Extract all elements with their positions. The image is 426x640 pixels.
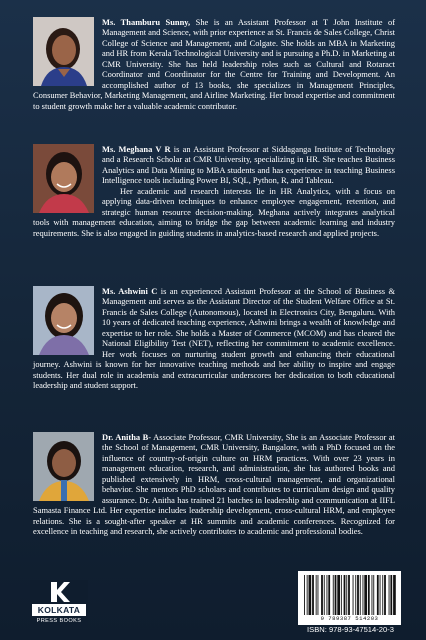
barcode-bar [327,575,328,615]
author-name: Ms. Thamburu Sunny, [102,17,191,27]
author-bio-thamburu-sunny [33,17,395,111]
barcode-bar [324,575,325,615]
author-bio-anitha [33,432,395,537]
barcode-bar [309,575,312,615]
barcode-bar [333,575,334,615]
barcode-bar [380,575,381,615]
barcode-bar [312,575,314,615]
publisher-logo [30,580,88,628]
barcode-bar [384,575,386,615]
barcode-bar [318,575,319,615]
barcode-bar [372,575,373,615]
author-bio-text-continued: Her academic and research interests lie in HR Analytics, with a focus on applying data-driven techniques to enhance employee engagement, retention, and strategic human resource decision-making. Meghana actively integrates analytical tools with management education, aiming to bridge the gap between academic learning and industry requirements. She is also engaged in guiding students in analytics-based research and applied projects. [33,185,395,238]
isbn-barcode [298,571,401,625]
barcode-bar [390,575,392,615]
barcode-bar [393,575,396,615]
barcode-bar [346,575,347,615]
barcode-bar [316,575,317,615]
barcode-bar [328,575,330,615]
author-name: Dr. Anitha B [102,432,149,442]
author-photo [33,286,94,355]
barcode-bar [321,575,323,615]
author-bio-text: is an experienced Assistant Professor at the School of Business & Management and serves as the Assistant Director of the Student Welfare Office at St. Francis de Sales College (Autonomous), located in Electronics City, Bengaluru. With 10 years of dedicated teaching experience, Ashwini brings a wealth of knowledge and expertise to her role. She holds a Master of Commerce (MCOM) and has cleared the National Eligibility Test (NET), reflecting her commitment to academic excellence. Her work focuses on nurturing student growth and enhancing their educational journey. Ashwini is known for her innovative teaching methods and her ability to inspire and engage students. Her dual role in academia and extracurricular underscores her dedication to both educational leadership and student support. [33,286,396,391]
publisher-k-icon [47,580,71,604]
barcode-digits: 9 789387 514203 [320,615,379,622]
barcode-bar [357,575,359,615]
barcode-bar [355,575,356,615]
barcode-bar [304,575,305,615]
barcode-bar [344,575,346,615]
author-bio-meghana [33,144,395,238]
author-bio-text: She is an Assistant Professor at T John Institute of Management and Science, with prior experience at St. Francis de Sales College, Christ College of Science and Management, and Colgate. She holds an MBA in Marketing and HR from Kerala Technological University and is pursuing a Ph.D. in Marketing at CMR University. She has held leadership roles such as Cultural and Rotaract Coordinator and Coordinator for the Centre for Training and Development. An accomplished author of 13 books, she specializes in Management Principles, Consumer Behavior, Marketing Management, and Airline Marketing. Her broad expertise and commitment to student growth make her a valuable academic contributor. [33,17,395,111]
barcode-bar [368,575,370,615]
publisher-subtitle: PRESS BOOKS [36,618,82,624]
barcode-bar [382,575,383,615]
barcode-bar [337,575,340,615]
author-name: Ms. Ashwini C [102,286,158,296]
author-name: Ms. Meghana V R [102,144,171,154]
barcode-bar [353,575,354,615]
author-photo [33,432,94,501]
barcode-bar [377,575,379,615]
barcode-bar [363,575,364,615]
barcode-bar [348,575,350,615]
author-photo [33,144,94,213]
barcode-bar [389,575,390,615]
publisher-name: KOLKATA [32,604,86,616]
barcode-bar [341,575,342,615]
isbn-number: ISBN: 978-93-47514-20-3 [307,625,394,634]
author-bio-text: - Associate Professor, CMR University, She is an Associate Professor at the School of Management, CMR University, Bangalore, with a PhD focused on the influence of country-of-origin culture on HRM practices. With over 23 years in management education, research, and administration, she has authored books and published extensively in HRM, cross-cultural management, and organizational behavior. She mentors PhD scholars and contributes to curriculum design and quality assurance. Dr. Anitha has trained 21 batches in leadership and communication at IIFL Samasta Finance Ltd. Her expertise includes leadership development, cross-cultural HRM, and employee relations. She is a sought-after speaker at HR summits and academic conferences. Recognized for excellence in teaching and research, she actively contributes to academic and professional bodies. [33,432,395,537]
barcode-bar [307,575,308,615]
barcode-bar [360,575,361,615]
barcode-bar [335,575,337,615]
barcode-bar [364,575,367,615]
barcode-bar [373,575,374,615]
barcode-icon [303,575,396,615]
author-photo [33,17,94,86]
author-bio-ashwini [33,286,395,391]
author-bio-text: is an Assistant Professor at Siddaganga Institute of Technology and a Research Scholar at CMR University, specializing in HR. She teaches Business Analytics and Data Mining to MBA students and has experience in teaching Business Intelligence tools including Power BI, SQL, Python, R, and Tableau. [102,144,395,186]
